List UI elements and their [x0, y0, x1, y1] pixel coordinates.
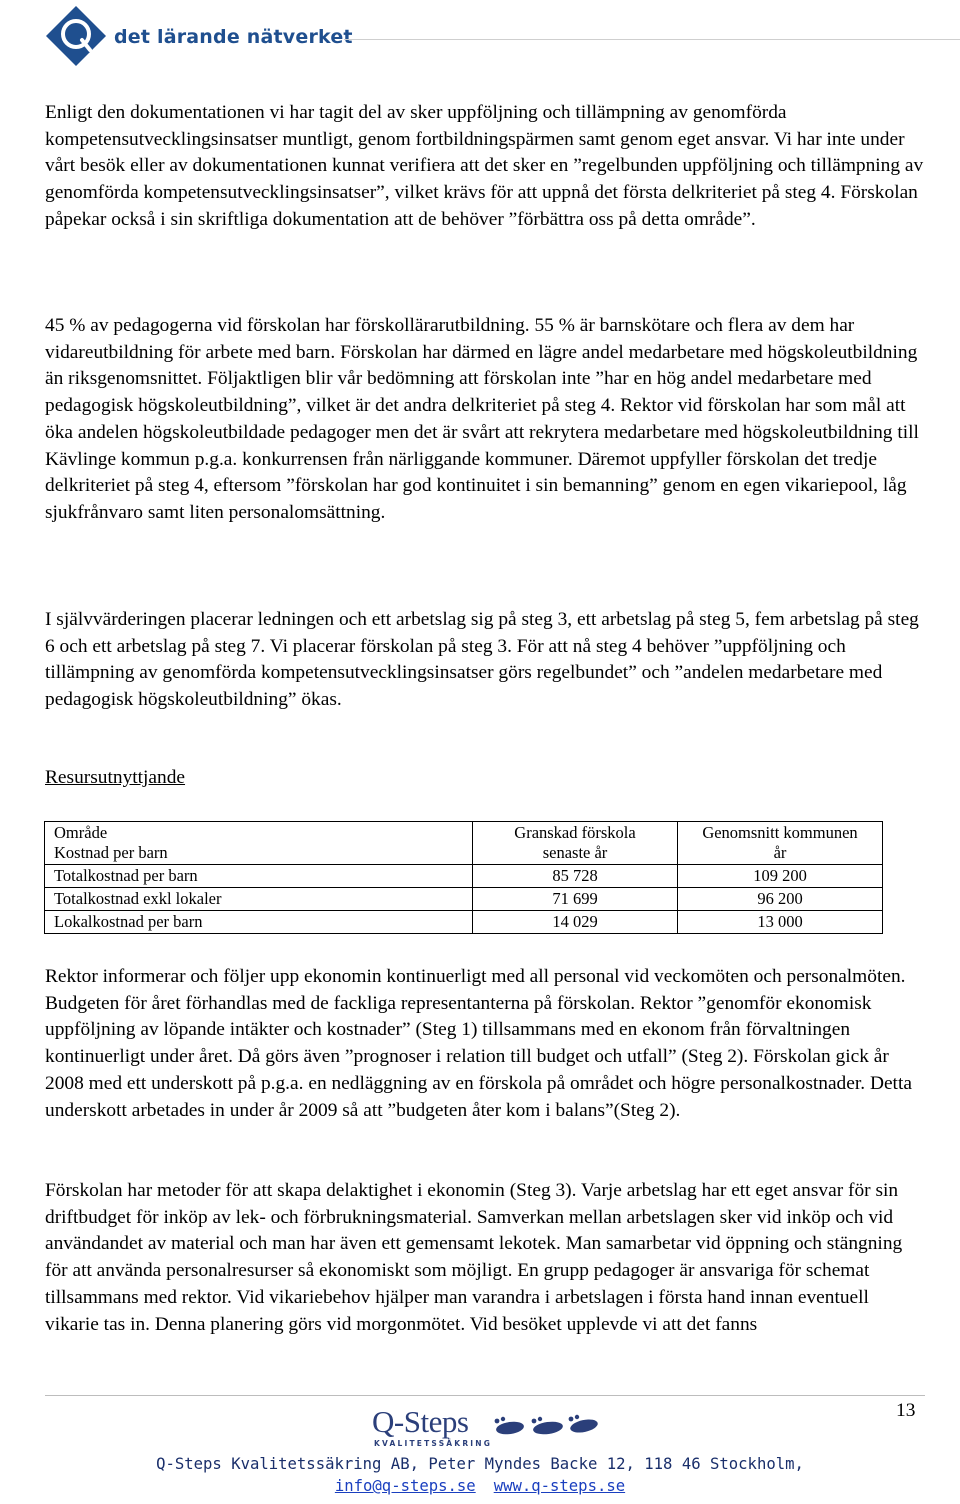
paragraph-text: Rektor informerar och följer upp ekonomin kontinuerligt med all personal vid veckomöten och personalmöten. Budgeten för året förhandlas med de fackliga representanterna på förskolan. Rektor ”genomför ekonomisk uppföljning av löpande intäkter och kostnader” (Steg 1) tillsammans med en ekonom från förvaltningen kontinuerligt under året. Då görs även ”prognoser i relation till budget och utfall” (Steg 2). Förskolan gick år 2008 med ett underskott på p.g.a. en nedläggning av en förskola på området och högre personalkostnader. Detta underskott arbetades in under år 2009 så att ”budgeten åter kom i balans”(Steg 2). [45, 966, 912, 1121]
paragraph-text: Enligt den dokumentationen vi har tagit del av sker uppföljning och tillämpning av genomförda kompetensutvecklingsinsatser muntligt, genom fortbildningspärmen samt genom eget ansvar. Vi har inte under vårt besök eller av dokumentationen kunnat verifiera att det sker en ”regelbunden uppföljning och tillämpning av genomförda kompetensutvecklingsinsatser”, vilket krävs för att uppnå det första delkriteriet på steg 4. Förskolan påpekar också i sin skriftliga dokumentation att de behöver ”förbättra oss på detta område”. [45, 102, 924, 230]
table-row [45, 911, 883, 934]
footer-divider [45, 1395, 925, 1396]
qsteps-subtitle: KVALITETSSÄKRING [374, 1439, 493, 1448]
paragraph-2 [45, 313, 925, 527]
paragraph-text: 45 % av pedagogerna vid förskolan har förskollärarutbildning. 55 % är barnskötare och flera av dem har vidareutbildning för arbete med barn. Förskolan har därmed en lägre andel medarbetare med högskoleutbildning än riksgenomsnittet. Följaktligen blir vår bedömning att förskolan inte ”har en hög andel medarbetare med pedagogisk högskoleutbildning”, vilket är det andra delkriteriet på steg 4. Rektor vid förskolan har som mål att öka andelen högskoleutbildade pedagoger men det är svårt att rekrytera medarbetare med högskoleutbildning till Kävlinge kommun p.g.a. konkurrensen från närliggande kommuner. Däremot uppfyller förskolan det tredje delkriteriet på steg 4, eftersom ”förskolan har god kontinuitet i sin bemanning” genom en egen vikariepool, låg sjukfrånvaro samt liten personalomsättning. [45, 315, 919, 523]
footer-address: Q-Steps Kvalitetssäkring AB, Peter Myndes Backe 12, 118 46 Stockholm, [156, 1455, 804, 1473]
qsteps-brand-name: Q-Steps [372, 1404, 469, 1439]
header-cell-school [473, 822, 678, 865]
header-logo-text: det lärande nätverket [114, 26, 353, 48]
header-divider [344, 39, 960, 40]
paragraph-text: I självvärderingen placerar ledningen och ett arbetslag sig på steg 3, ett arbetslag på steg 5, fem arbetslag på steg 6 och ett arbetslag på steg 7. Vi placerar förskolan på steg 3. För att nå steg 4 behöver ”uppföljning och tillämpning av genomförda kompetensutvecklingsinsatser görs regelbundet” och ”andelen medarbetare med pedagogisk högskoleutbildning” ökas. [45, 609, 919, 711]
paragraph-5 [45, 1178, 925, 1338]
footer-contact [0, 1477, 960, 1495]
header-cell-municipality [678, 822, 883, 865]
municipality-value: 109 200 [678, 865, 883, 888]
website-link[interactable]: www.q-steps.se [493, 1477, 626, 1495]
school-value: 71 699 [473, 888, 678, 911]
header-text: år [773, 843, 787, 862]
municipality-value: 13 000 [678, 911, 883, 934]
paragraph-text: Förskolan har metoder för att skapa delaktighet i ekonomin (Steg 3). Varje arbetslag har ett eget ansvar för sin driftbudget för inköp av lek- och förbrukningsmaterial. Samverkan mellan arbetslagen sker vid inköp och vid användandet av material och man har även ett gemensamt lekotek. Man samarbetar vid öppning och stängning för att använda personalresurser så ekonomiskt som möjligt. En grupp pedagoger är ansvariga för schemat tillsammans med rektor. Vid vikariebehov hjälper man varandra i arbetslagen i första hand innan eventuell vikarie tas in. Denna planering görs vid morgonmötet. Vid besöket upplevde vi att det fanns [45, 1180, 903, 1335]
footprints-icon [490, 1414, 600, 1440]
page-header [44, 4, 924, 68]
row-label: Totalkostnad exkl lokaler [45, 888, 473, 911]
paragraph-4 [45, 964, 925, 1124]
header-text: Område [54, 823, 108, 842]
header-text: senaste år [542, 843, 608, 862]
qsteps-logo [372, 1404, 612, 1450]
municipality-value: 96 200 [678, 888, 883, 911]
email-link[interactable]: info@q-steps.se [334, 1477, 476, 1495]
row-label: Totalkostnad per barn [45, 865, 473, 888]
cost-table [44, 821, 883, 934]
header-cell-area [45, 822, 473, 865]
paragraph-3 [45, 607, 925, 714]
table-header-row [45, 822, 883, 865]
row-label: Lokalkostnad per barn [45, 911, 473, 934]
header-text: Granskad förskola [514, 823, 636, 842]
school-value: 14 029 [473, 911, 678, 934]
section-heading: Resursutnyttjande [45, 767, 186, 788]
table-row [45, 888, 883, 911]
header-text: Genomsnitt kommunen [702, 823, 858, 842]
school-value: 85 728 [473, 865, 678, 888]
table-row [45, 865, 883, 888]
page-number: 13 [896, 1400, 916, 1421]
header-text: Kostnad per barn [54, 843, 168, 862]
q-logo-icon [44, 4, 108, 68]
paragraph-1 [45, 100, 925, 234]
